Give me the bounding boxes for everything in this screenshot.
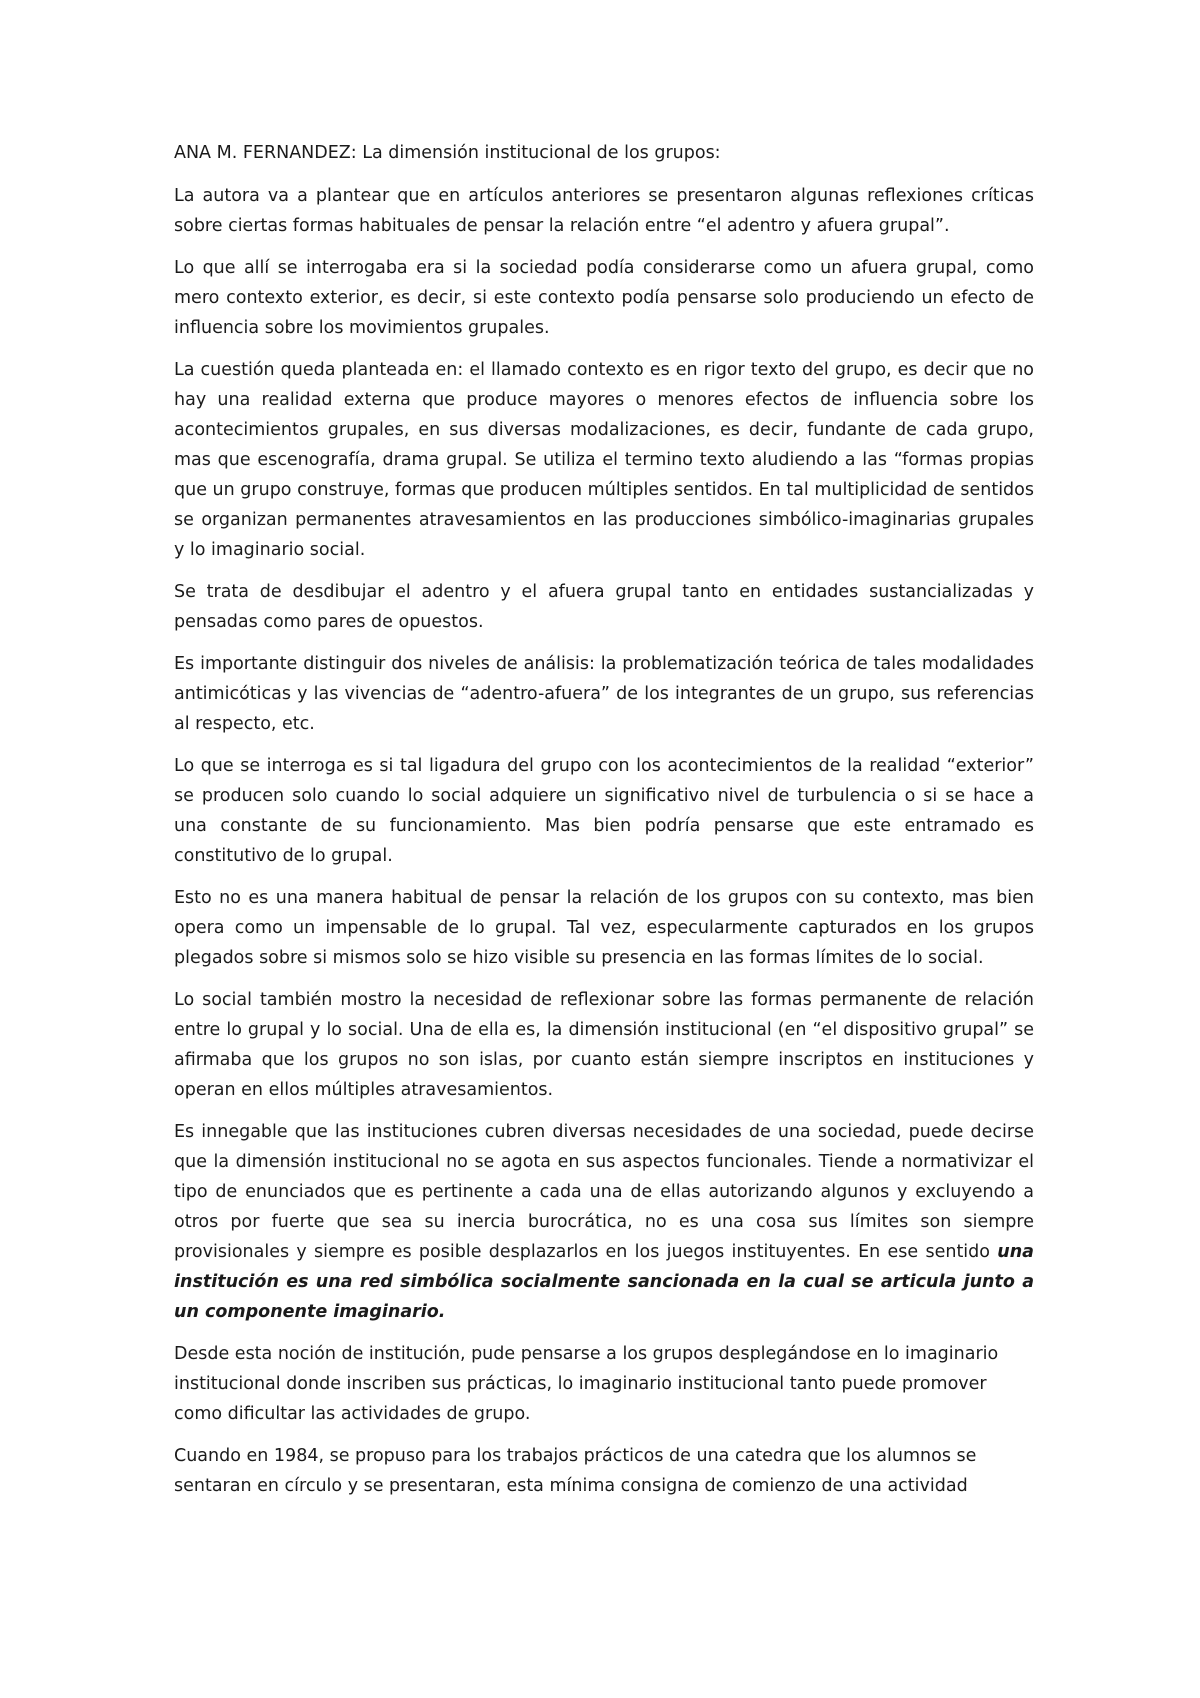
- paragraph-impensable: Esto no es una manera habitual de pensar la relación de los grupos con su contexto, mas bien opera como un impensable de lo grupal. Tal vez, especularmente capturados en los grupos plegados sobre si mismos solo se hizo visible su presencia en las formas límites de lo social.: [174, 888, 1034, 968]
- document-body: [174, 138, 1034, 1513]
- paragraph-imaginario-institucional: Desde esta noción de institución, pude pensarse a los grupos desplegándose en lo imaginario institucional donde inscriben sus prácticas, lo imaginario institucional tanto puede promover como dificultar las actividades de grupo.: [174, 1344, 999, 1424]
- paragraph-contexto-texto: La cuestión queda planteada en: el llamado contexto es en rigor texto del grupo, es decir que no hay una realidad externa que produce mayores o menores efectos de influencia sobre los acontecimientos grupales, en sus diversas modalizaciones, es decir, fundante de cada grupo, mas que escenografía, drama grupal. Se utiliza el termino texto aludiendo a las “formas propias que un grupo construye, formas que producen múltiples sentidos. En tal multiplicidad de sentidos se organizan permanentes atravesamientos en las producciones simbólico-imaginarias grupales y lo imaginario social.: [174, 360, 1034, 560]
- paragraph-1984: Cuando en 1984, se propuso para los trabajos prácticos de una catedra que los alumnos se sentaran en círculo y se presentaran, esta mínima consigna de comienzo de una actividad: [174, 1446, 977, 1496]
- paragraph-adentro-afuera: La autora va a plantear que en artículos anteriores se presentaron algunas reflexiones críticas sobre ciertas formas habituales de pensar la relación entre “el adentro y afuera grupal”.: [174, 186, 1034, 236]
- paragraph-ligadura: Lo que se interroga es si tal ligadura del grupo con los acontecimientos de la realidad “exterior” se producen solo cuando lo social adquiere un significativo nivel de turbulencia o si se hace a una constante de su funcionamiento. Mas bien podría pensarse que este entramado es constitutivo de lo grupal.: [174, 756, 1034, 866]
- paragraph-instituciones: [174, 1117, 1034, 1327]
- paragraph-sociedad-afuera: Lo que allí se interrogaba era si la sociedad podía considerarse como un afuera grupal, como mero contexto exterior, es decir, si este contexto podía pensarse solo produciendo un efecto de influencia sobre los movimientos grupales.: [174, 258, 1034, 338]
- paragraph-dimension-institucional: Lo social también mostro la necesidad de reflexionar sobre las formas permanente de relación entre lo grupal y lo social. Una de ella es, la dimensión institucional (en “el dispositivo grupal” se afirmaba que los grupos no son islas, por cuanto están siempre inscriptos en instituciones y operan en ellos múltiples atravesamientos.: [174, 990, 1034, 1100]
- paragraph-desdibujar: Se trata de desdibujar el adentro y el afuera grupal tanto en entidades sustancializadas y pensadas como pares de opuestos.: [174, 582, 1034, 632]
- paragraph-niveles-analisis: Es importante distinguir dos niveles de análisis: la problematización teórica de tales modalidades antimicóticas y las vivencias de “adentro-afuera” de los integrantes de un grupo, sus referencias al respecto, etc.: [174, 654, 1034, 734]
- paragraph-instituciones-text: Es innegable que las instituciones cubren diversas necesidades de una sociedad, puede decirse que la dimensión institucional no se agota en sus aspectos funcionales. Tiende a normativizar el tipo de enunciados que es pertinente a cada una de ellas autorizando algunos y excluyendo a otros por fuerte que sea su inercia burocrática, no es una cosa sus límites son siempre provisionales y siempre es posible desplazarlos en los juegos instituyentes. En ese sentido: [174, 1122, 1034, 1262]
- document-title: ANA M. FERNANDEZ: La dimensión institucional de los grupos:: [174, 143, 721, 163]
- institution-definition-emphasis: una institución es una red simbólica socialmente sancionada en la cual se articula junto a un componente imaginario.: [174, 1242, 1034, 1322]
